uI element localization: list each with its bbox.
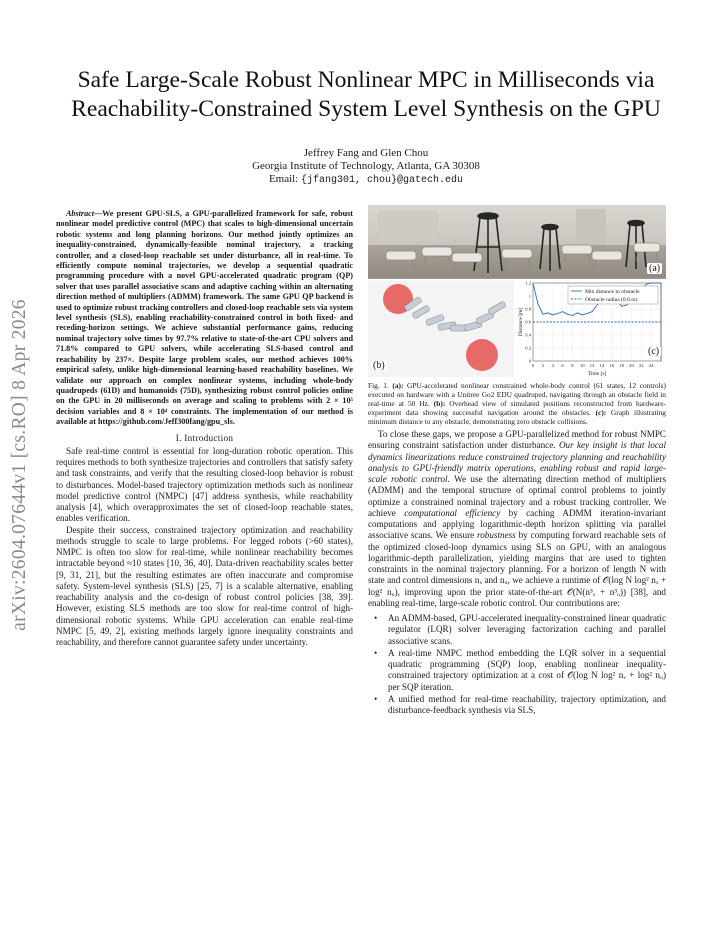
x-axis-label: Time [s] [587,371,607,377]
key-insight: Our key insight is that local dynamics linearizations reduce constrained trajectory planning and reachability analysis to GPU-friendly matrix operations, enabling robust and rapid large-scale robotic control. [368,440,666,484]
x-tick-label: 10 [579,363,585,368]
intro-paragraph-3 [368,429,666,609]
author-block [50,147,682,188]
title-line-2: Reachability-Constrained System Level Synthesis on the GPU [71,96,661,122]
y-tick-label: 0.2 [525,345,531,351]
section-1-heading: I. Introduction [175,432,234,443]
caption-a-text: GPU-accelerated nonlinear constrained whole-body control (61 states, 12 controls) executed on hardware with a Unitree Go2 EDU quadruped, navigating through an obstacle field in real-time at 50 Hz. [368,381,666,408]
intro-paragraph-1: Safe real-time control is essential for long-duration robotic operation. This requires methods to both synthesize trajectories and controllers that satisfy safety and task constraints, and verify that the resulting closed-loop behavior is robust to disturbances. Model-based trajectory optimization methods such as nonlinear model predictive control (NMPC) [47] address synthesis, while reachability analysis [4], which overapproximates the set of closed-loop reachable states, enables verification. [56,445,353,524]
x-tick-label: 24 [648,363,654,368]
abstract [56,209,353,428]
p3-part-b: We use the alternating direction method of multipliers (ADMM) and the temporal structure of optimal control problems to jointly optimize a constrained nominal trajectory and a robust tracking controller. We achieve [368,474,667,518]
x-tick-label: 12 [589,363,595,368]
figure-1-caption [368,382,666,427]
email-label: Email: [268,173,299,186]
x-tick-label: 22 [639,363,644,368]
contribution-item: • An ADMM-based, GPU-accelerated inequality-constrained linear quadratic regulator (LQR) solver leveraging factorization caching and parallel associative scans. [368,613,666,647]
x-tick-label: 2 [541,363,544,368]
caption-lead: Fig. 1. [368,381,389,390]
title-line-1: Safe Large-Scale Robust Nonlinear MPC in Milliseconds via [77,67,655,93]
x-tick-label: 16 [609,363,615,368]
p3-part-a: To close these gaps, we propose a GPU-parallelized method for robust NMPC ensuring constraint satisfaction under disturbance. [368,429,666,451]
y-tick-label: 0.8 [525,306,531,312]
robustness-term: robustness [477,530,516,541]
panel-label-a: (a) [649,263,661,274]
figure-1 [368,205,666,377]
x-tick-label: 0 [531,363,535,368]
contributions-list [368,613,666,716]
y-tick-label: 1 [528,293,531,299]
x-tick-label: 4 [551,363,554,368]
x-tick-label: 14 [599,363,605,368]
chart-legend [568,286,658,304]
distance-chart [515,280,666,377]
y-tick-label: 1.2 [525,280,531,286]
contribution-item: • A unified method for real-time reachability, trajectory optimization, and disturbance-feedback synthesis via SLS, [368,694,666,717]
figure-1-graphic [368,205,666,377]
y-tick-label: 0.6 [525,319,531,325]
x-tick-label: 6 [561,363,564,368]
left-column [56,209,353,648]
photo-panel-a [368,205,666,279]
x-tick-label: 20 [629,363,634,368]
y-tick-label: 0 [528,358,531,364]
abstract-lead: Abstract [66,209,94,218]
legend-label-obstacle-radius: Obstacle radius (0.6 m) [585,297,638,303]
email-line [50,173,682,187]
intro-paragraph-2: Despite their success, constrained trajectory optimization and reachability methods struggle to scale to large problems. For legged robots (>60 states), NMPC is often too slow for real-time, while nonlinear reachability becomes intractable beyond ≈10 states [10, 36, 40]. Data-driven reachability scales better [9, 31, 21], but the resulting estimates are often inaccurate and compromise safety. System-level synthesis (SLS) [25, 7] is a scalable alternative, enabling reachability analysis and the co-design of robust control policies [38, 39]. However, existing SLS methods are too slow for real-time control of high-dimensional robotic systems. While GPU acceleration can enable real-time NMPC [5, 49, 2], existing methods largely ignore inequality constraints and reachability, and therefore cannot guarantee safety under uncertainty. [56,524,353,648]
paper-title [50,66,682,124]
caption-c-label: (c): [595,407,607,417]
abstract-text: —We present GPU-SLS, a GPU-parallelized framework for safe, robust nonlinear model predictive control (MPC) that scales to high-dimensional uncertain robotic systems and long planning horizons. Our method jointly optimizes an inequality-constrained, dynamically-feasible nominal trajectory, a tracking controller, and a closed-loop reachable set under disturbance, all in real-time. To efficiently compute nominal trajectories, we develop a sequential quadratic programming procedure with a novel GPU-accelerated quadratic program (QP) solver that uses parallel associative scans and adaptive caching within an alternating direction method of multipliers (ADMM) framework. The same GPU QP backend is used to optimize robust tracking controllers and closed-loop reachable sets via system level synthesis (SLS), enabling reachability-constrained control in both fixed- and receding-horizon settings. We achieve substantial performance gains, reducing nominal trajectory solve times by 97.7% relative to state-of-the-art CPU solvers and 71.8% compared to GPU solvers, while accelerating SLS-based control and reachability by 237×. Despite large problem scales, our method achieves 100% empirical safety, unlike high-dimensional learning-based reachability baselines. We validate our approach on complex nonlinear systems, including whole-body quadrupeds (61D) and humanoids (75D), synthesizing robust control policies online on the GPU in 20 milliseconds on average and scaling to problems with 2 × 10⁵ decision variables and 8 × 10⁴ constraints. The implementation of our method is available at https://github.com/Jeff300fang/gpu_sls. [56,209,353,427]
panel-label-c: (c) [648,346,660,357]
caption-a-label: (a): [392,381,404,390]
email: {jfang301, chou}@gatech.edu [301,175,464,187]
right-column [368,429,666,717]
p3-part-c: by caching ADMM iteration-invariant computations and applying logarithmic-depth horizon splitting via parallel associative scans. We ensure [368,507,666,541]
authors: Jeffrey Fang and Glen Chou [303,147,429,159]
arxiv-stamp: arXiv:2604.07644v1 [cs.RO] 8 Apr 2026 [9,299,30,631]
legend-label-min-distance: Min distance to obstacle [585,289,640,295]
caption-c-text: Graph illustrating minimum distance to any obstacle, demonstrating zero obstacle collisions. [368,407,666,426]
efficiency-term: computational efficiency [404,507,501,518]
y-axis-label: Distance [m] [518,307,524,337]
affiliation: Georgia Institute of Technology, Atlanta, GA 30308 [252,160,480,173]
panel-label-b: (b) [373,360,385,371]
sim-panel-b [368,280,514,377]
x-tick-label: 8 [571,363,574,368]
y-tick-label: 0.4 [525,332,531,338]
caption-b-label: (b): [433,398,446,408]
p3-part-d: by computing forward reachable sets of the optimized closed-loop dynamics using SLS on GPU, with an analogous logarithmic-depth parallelization, yielding margins that are used to tighten constraints in the nominal trajectory planning. For a horizon of length N with state and control dimensions nₓ and nᵤ, we achieve a runtime of 𝒪(log N log² nₓ + log² nᵤ), improving upon the prior state-of-the-art 𝒪(N(n³ₓ + n³ᵤ)) [38], and enabling real-time, large-scale robotic control. Our contributions are: [368,530,667,608]
contribution-item: • A real-time NMPC method embedding the LQR solver in a sequential quadratic programming (SQP) loop, enabling nonlinear inequality-constrained trajectory optimization at a cost of 𝒪(log N log² nₓ + log² nᵤ) per SQP iteration. [368,648,666,693]
x-tick-label: 18 [619,363,624,368]
caption-b-text: Overhead view of simulated positions reconstructed from hardware-experiment data showing successful navigation around the obstacles. [368,398,666,417]
